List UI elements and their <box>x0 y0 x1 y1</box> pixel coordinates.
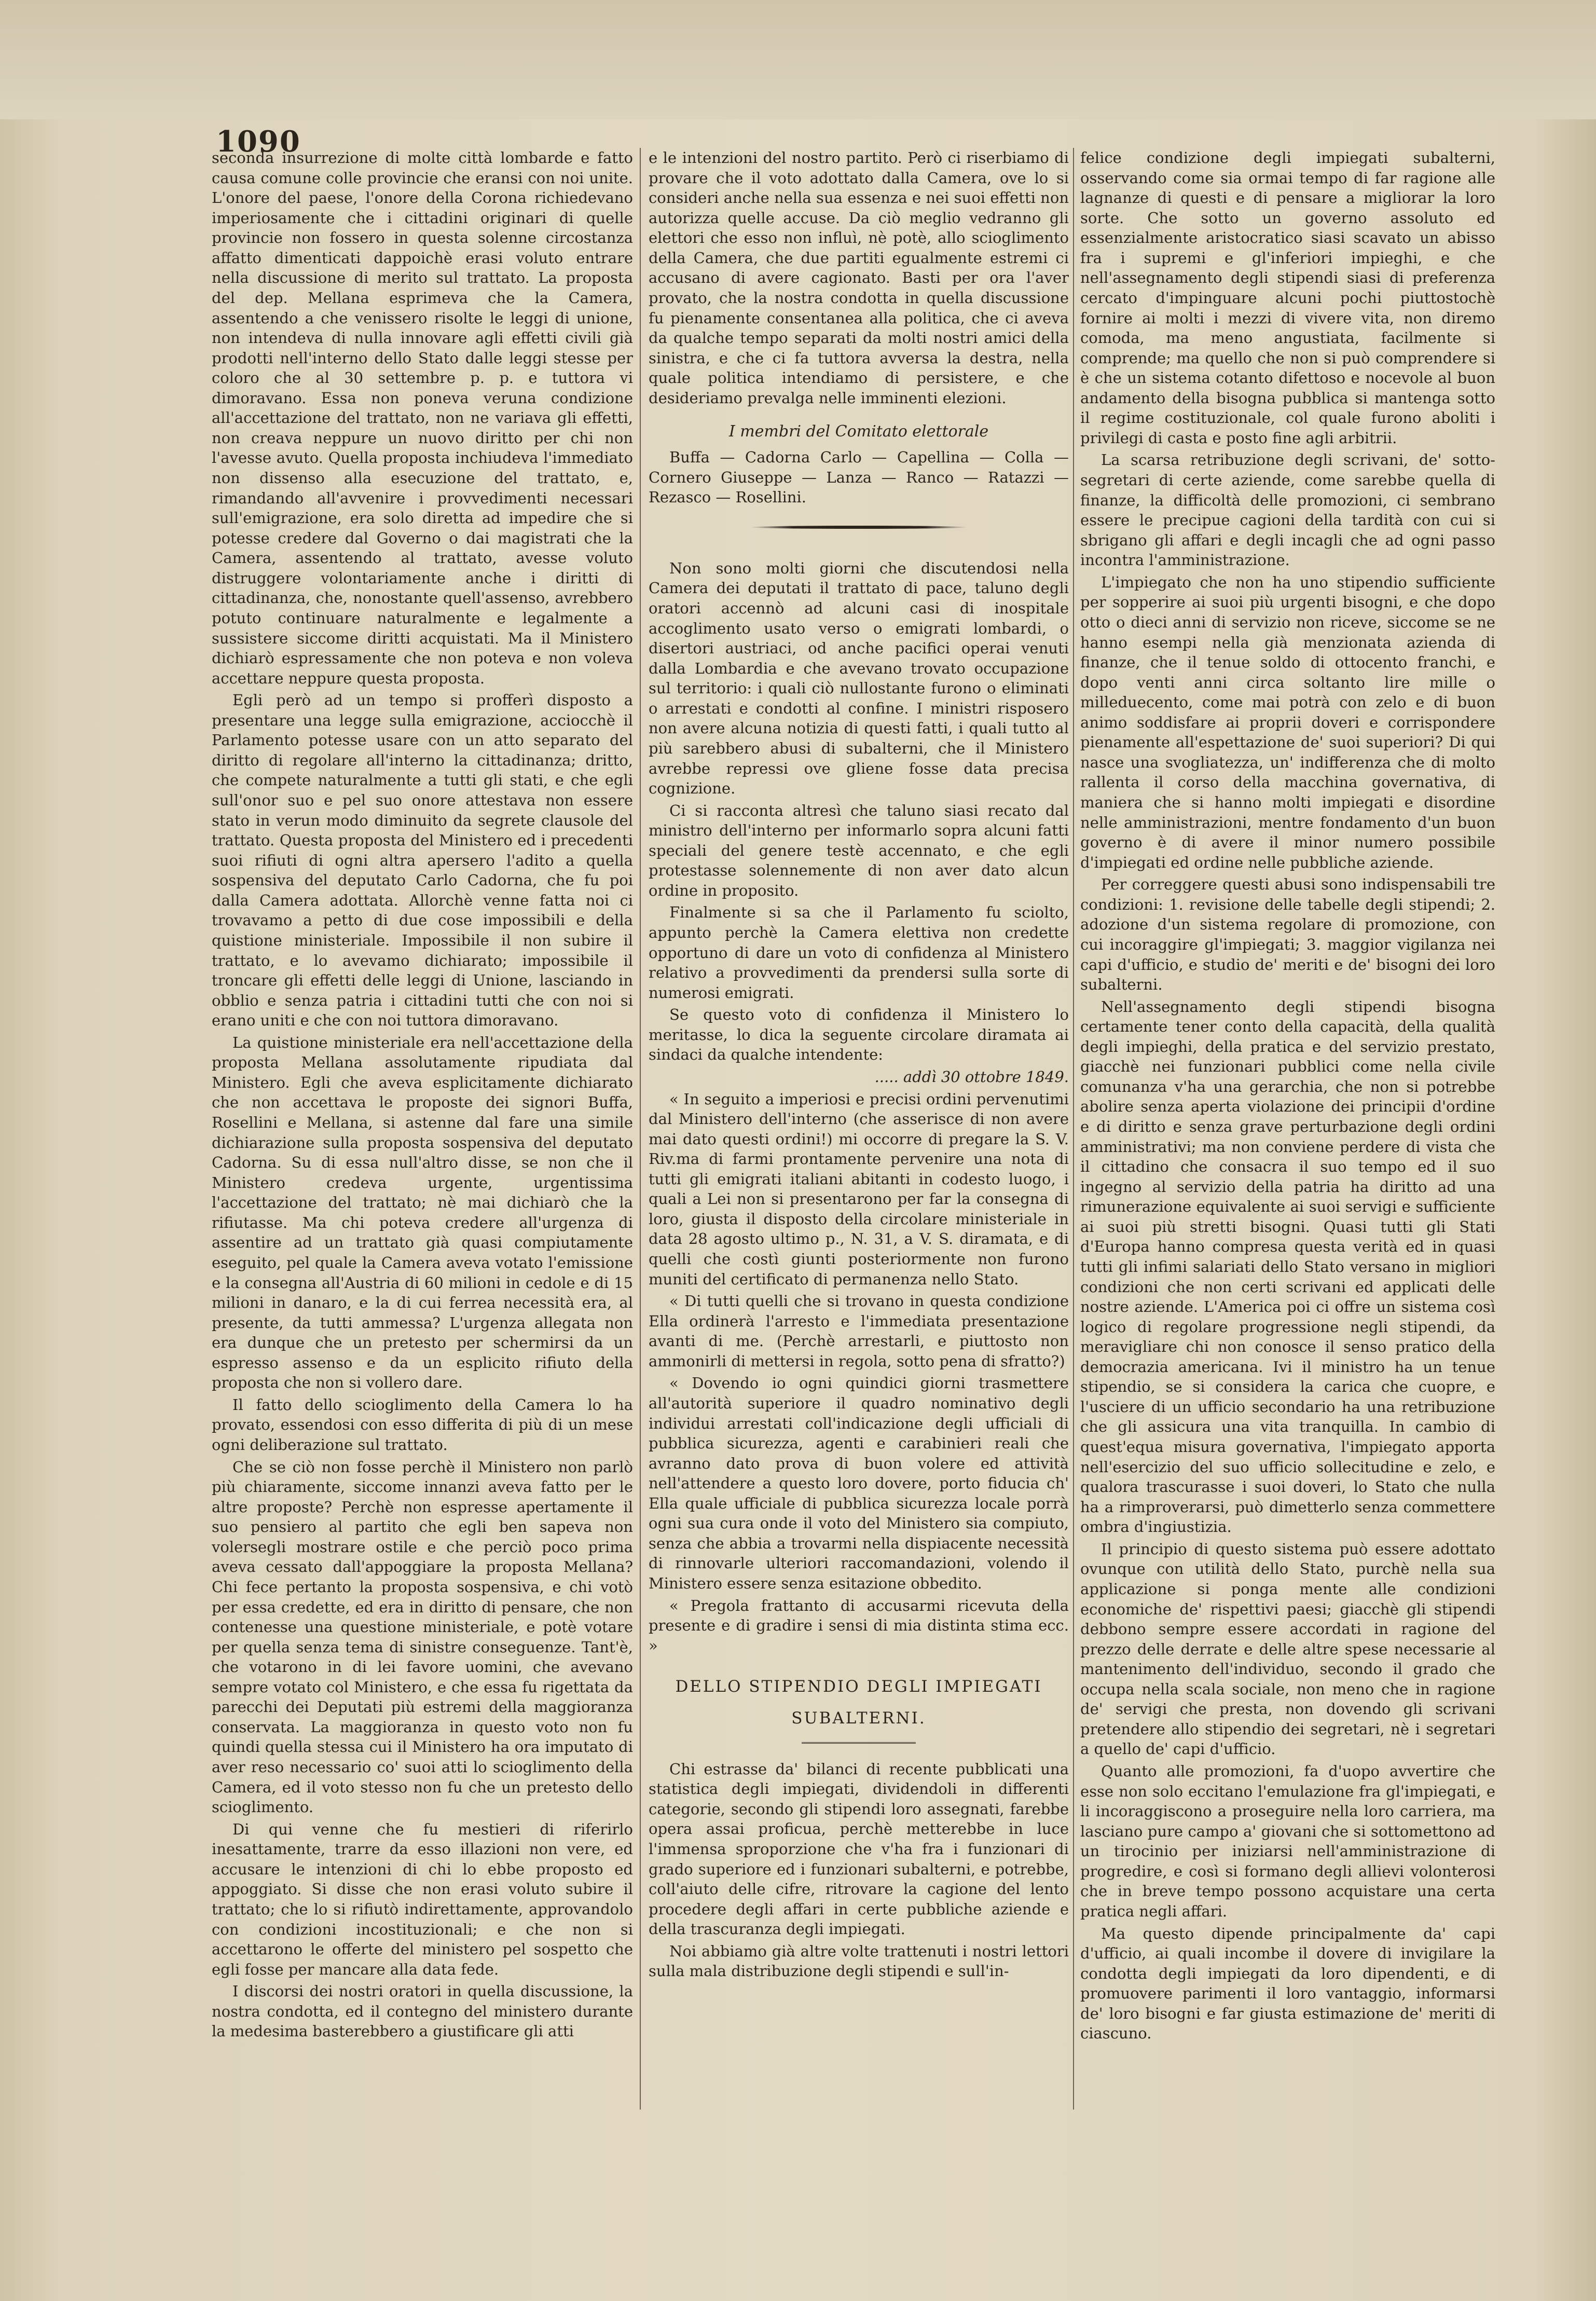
paragraph: La scarsa retribuzione degli scrivani, de' sotto-segretari di certe aziende, come sarebbe quella di finanze, la difficoltà delle promozioni, ci sembrano essere le precipue cagioni della tardità con cui si sbrigano gli affari e degli incagli che ad ogni passo incontra l'amministrazione. <box>1080 451 1495 569</box>
page-fold <box>0 0 1596 119</box>
ornamental-divider <box>649 517 1069 538</box>
circular-paragraph: « In seguito a imperiosi e precisi ordini pervenutimi dal Ministero dell'interno (che asserisce di non avere mai dato questi ordini!) mi occorre di pregare la S. V. Riv.ma di farmi prontamente pervenire una nota di tutti gli emigrati italiani abitanti in codesto luogo, i quali a Lei non si presentarono per far la consegna di loro, giusta il disposto della circolare ministeriale in data 28 agosto ultimo p., N. 31, a V. S. diramata, e di quelli che costì giunti posteriormente non furono muniti del certificato di permanenza nello Stato. <box>649 1090 1069 1288</box>
date-line: ..... addì 30 ottobre 1849. <box>874 1067 1069 1086</box>
paragraph: Egli però ad un tempo si profferì disposto a presentare una legge sulla emigrazione, acciocchè il Parlamento potesse usare con un atto separato del diritto di regolare all'interno la cittadinanza; dritto, che compete naturalmente a tutti gli stati, e che egli sull'onor suo e pel suo onore attestava non essere stato in verun modo diminuito da segrete clausole del trattato. Questa proposta del Ministero ed i precedenti suoi rifiuti di ogni altra apersero l'adito a quella sospensiva del deputato Carlo Cadorna, che fu poi dalla Camera adottata. Allorchè venne fatta noi ci trovavamo a petto di due cose impossibili e della quistione ministeriale. Impossibile il non subire il trattato, e lo avevamo dichiarato; impossibile il troncare gli effetti delle leggi di Unione, lasciando in obblio e senza patria i cittadini tutti che con noi si erano uniti e che con noi tuttora dimoravano. <box>212 691 633 1030</box>
paragraph: Ma questo dipende principalmente da' capi d'ufficio, ai quali incombe il dovere di invigilare la condotta degli impiegati da loro dipendenti, e di promuovere parimenti il loro vantaggio, informarsi de' loro bisogni e far giusta estimazione de' meriti di ciascuno. <box>1080 1924 1495 2043</box>
page-number: 1090 <box>216 125 301 159</box>
column-3 <box>1080 148 1495 2046</box>
paragraph: e le intenzioni del nostro partito. Però ci riserbiamo di provare che il voto adottato dalla Camera, ove lo si consideri anche nella sua essenza e nei suoi effetti non autorizza quelle accuse. Da ciò meglio vedranno gli elettori che esso non influì, nè potè, allo scioglimento della Camera, che due partiti egualmente estremi ci accusano di avere cagionato. Basti per ora l'aver provato, che la nostra condotta in quella discussione fu pienamente consentanea alla politica, che ci aveva da qualche tempo separati da molti nostri amici della sinistra, e che ci fa tuttora avversa la destra, nella quale politica intendiamo di persistere, e che desideriamo prevalga nelle imminenti elezioni. <box>649 149 1069 407</box>
paragraph: L'impiegato che non ha uno stipendio sufficiente per sopperire ai suoi più urgenti bisogni, e che dopo otto o dieci anni di servizio non riceve, siccome se ne hanno esempi nella già menzionata azienda di finanze, che il tenue soldo di ottocento franchi, e dopo venti anni circa soltanto lire mille o milleduecento, come mai potrà con zelo e di buon animo soddisfare ai proprii doveri e corrispondere pienamente all'espettazione de' suoi superiori? Di qui nasce una svogliatezza, un' indifferenza che di molto rallenta il corso della macchina governativa, di maniera che si hanno molti impiegati e disordine nelle amministrazioni, mentre fondamento d'un buon governo è di avere il minor numero possibile d'impiegati ed ordine nelle pubbliche aziende. <box>1080 573 1495 871</box>
column-rule-left <box>640 148 641 2110</box>
signature-title: I membri del Comitato elettorale <box>728 422 989 441</box>
paragraph: Se questo voto di confidenza il Ministero lo meritasse, lo dica la seguente circolare diramata ai sindaci da qualche intendente: <box>649 1006 1069 1064</box>
article-title: DELLO STIPENDIO DEGLI IMPIEGATI <box>675 1677 1042 1696</box>
paragraph: I discorsi dei nostri oratori in quella discussione, la nostra condotta, ed il contegno del ministero durante la medesima basterebbero a giustificare gli atti <box>212 1982 633 2040</box>
paragraph: Il principio di questo sistema può essere adottato ovunque con utilità dello Stato, purchè nella sua applicazione si ponga mente alle condizioni economiche de' rispettivi paesi; giacchè gli stipendi debbono sempre essere accordati in ragione del prezzo delle derrate e delle altre spese necessarie al mantenimento dell'individuo, secondo il grado che occupa nella scala sociale, non meno che in ragione de' servigi che presta, non dovendo gli scrivani pretendere allo stipendio dei segretari, nè i segretari a quello de' capi d'ufficio. <box>1080 1540 1495 1758</box>
paragraph: Noi abbiamo già altre volte trattenuti i nostri lettori sulla mala distribuzione degli stipendi e sull'in- <box>649 1942 1069 1980</box>
paragraph: Di qui venne che fu mestieri di riferirlo inesattamente, trarre da esso illazioni non vere, ed accusare le intenzioni di chi lo ebbe proposto ed appoggiato. Si disse che non erasi voluto subire il trattato; che lo si rifiutò indirettamente, approvandolo con condizioni incostituzionali; e che non si accettarono le offerte del ministero pel sospetto che egli fosse per mancare alla data fede. <box>212 1820 633 1978</box>
column-2 <box>649 148 1069 1983</box>
paragraph: Finalmente si sa che il Parlamento fu sciolto, appunto perchè la Camera elettiva non credette opportuno di dare un voto di confidenza al Ministero relativo a provvedimenti da prendersi sulla sorte di numerosi emigrati. <box>649 903 1069 1002</box>
paragraph: Il fatto dello scioglimento della Camera lo ha provato, essendosi con esso differita di più di un mese ogni deliberazione sul trattato. <box>212 1395 633 1454</box>
column-rule-right <box>1073 148 1074 2110</box>
paragraph: Nell'assegnamento degli stipendi bisogna certamente tener conto della capacità, della qualità degli impieghi, della pratica e del servizio prestato, giacchè nei funzionari pubblici come nella civile comunanza v'ha una gerarchia, che non si potrebbe abolire senza aperta violazione dei principii d'ordine e di diritto e senza grave perturbazione degli ordini amministrativi; ma non conviene perdere di vista che il cittadino che consacra il suo tempo ed il suo ingegno al servizio della patria ha diritto ad una rimunerazione equivalente ai suoi servigi e sufficiente ai suoi più stretti bisogni. Quasi tutti gli Stati d'Europa hanno compresa questa verità ed in quasi tutti gli infimi salariati dello Stato versano in migliori condizioni che non certi scrivani ed applicati delle nostre aziende. L'America poi ci offre un sistema così logico di regolare progressione negli stipendi, da meravigliare chi non conosce il senso pratico della democrazia americana. Ivi il ministro ha un tenue stipendio, se si considera la carica che cuopre, e l'usciere di un ufficio secondario ha una retribuzione che gli assicura una vita tranquilla. In cambio di quest'equa misura governativa, l'impiegato apporta nell'esercizio del suo ufficio sollecitudine e zelo, e qualora trascurasse i suoi doveri, lo Stato che nulla ha a rimproverarsi, può dimetterlo senza commettere ombra d'ingiustizia. <box>1080 997 1495 1536</box>
paragraph: La quistione ministeriale era nell'accettazione della proposta Mellana assolutamente ripudiata dal Ministero. Egli che aveva esplicitamente dichiarato che non accettava le proposte dei signori Buffa, Rosellini e Mellana, si astenne dal fare una simile dichiarazione sulla proposta sospensiva del deputato Cadorna. Su di essa null'altro disse, se non che il Ministero credeva urgente, urgentissima l'accettazione del trattato; nè mai dichiarò che la rifiutasse. Ma chi poteva credere all'urgenza di assentire ad un trattato già quasi compiutamente eseguito, pel quale la Camera aveva votato l'emissione e la consegna all'Austria di 60 milioni in cedole e di 15 milioni in danaro, e la di cui ferrea necessità era, al presente, da tutti ammessa? L'urgenza allegata non era dunque che un pretesto per schermirsi da un espresso assenso e da un esplicito rifiuto della proposta che non si vollero dare. <box>212 1033 633 1392</box>
paragraph: seconda insurrezione di molte città lombarde e fatto causa comune colle provincie che eransi con noi unite. L'onore del paese, l'onore della Corona richiedevano imperiosamente che i cittadini originari di quelle provincie non fossero in questa solenne circostanza affatto dimenticati dappoichè erasi voluto entrare nella discussione di merito sul trattato. La proposta del dep. Mellana esprimeva che la Camera, assentendo a che venissero risolte le leggi di unione, non intendeva di nulla innovare agli effetti civili già prodotti nell'interno dello Stato dalle leggi stesse per coloro che al 30 settembre p. p. e tuttora vi dimoravano. Essa non poneva veruna condizione all'accettazione del trattato, non ne variava gli effetti, non creava neppure un nuovo diritto per chi non l'avesse avuto. Quella proposta inchiudeva l'immediato non dissenso alla esecuzione del trattato, e, rimandando all'avvenire i provvedimenti necessari sull'emigrazione, era solo diretta ad impedire che si potesse credere dal Governo o dai magistrati che la Camera, assentendo al trattato, avesse voluto distruggere volontariamente anche i diritti di cittadinanza, che, nonostante quell'assenso, avrebbero potuto continuare naturalmente e legalmente a sussistere siccome diritti acquistati. Ma il Ministero dichiarò espressamente che non poteva e non voleva accettare neppure questa proposta. <box>212 149 633 687</box>
paragraph: Ci si racconta altresì che taluno siasi recato dal ministro dell'interno per informarlo sopra alcuni fatti speciali del genere testè accennato, e che egli protestasse solennemente di non aver dato alcun ordine in proposito. <box>649 801 1069 899</box>
paragraph: Che se ciò non fosse perchè il Ministero non parlò più chiaramente, siccome innanzi aveva fatto per le altre proposte? Perchè non espresse apertamente il suo pensiero al partito che egli ben sapeva non volersegli mostrare ostile e che perciò poco prima aveva cessato dall'appoggiare la proposta Mellana? Chi fece pertanto la proposta sospensiva, e chi votò per essa credette, ed era in diritto di pensare, che non contenesse una questione ministeriale, e potè votare per quella senza tema di sinistre conseguenze. Tant'è, che votarono in di lei favore uomini, che avevano sempre votato col Ministero, e che essa fu rigettata da parecchi dei Deputati più estremi della maggioranza conservata. La maggioranza in questo voto non fu quindi quella stessa cui il Ministero ha ora imputato di aver reso necessario co' suoi atti lo scioglimento della Camera, ed il voto stesso non fu che un pretesto dello scioglimento. <box>212 1458 633 1816</box>
paragraph: Quanto alle promozioni, fa d'uopo avvertire che esse non solo eccitano l'emulazione fra gl'impiegati, e li incoraggiscono a proseguire nella loro carriera, ma lasciano pure campo a' giovani che si sottomettono ad un tirocinio per iniziarsi nell'amministrazione di progredire, e così si formano degli allievi volonterosi che in breve tempo possono acquistare una certa pratica negli affari. <box>1080 1762 1495 1920</box>
paragraph: Chi estrasse da' bilanci di recente pubblicati una statistica degli impiegati, dividendoli in differenti categorie, secondo gli stipendi loro assegnati, farebbe opera assai proficua, perchè metterebbe in luce l'immensa sproporzione che v'ha fra i funzionari di grado superiore ed i funzionari subalterni, e potrebbe, coll'aiuto delle cifre, ritrovare la cagione del lento procedere degli affari in certe pubbliche aziende e della trascuranza degli impiegati. <box>649 1760 1069 1938</box>
article-subtitle: SUBALTERNI. <box>791 1709 926 1728</box>
circular-paragraph: « Pregola frattanto di accusarmi ricevuta della presente e di gradire i sensi di mia distinta stima ecc. » <box>649 1596 1069 1654</box>
signature-names: Buffa — Cadorna Carlo — Capellina — Colla — Cornero Giuseppe — Lanza — Ranco — Ratazzi — Rezasco — Rosellini. <box>649 448 1069 506</box>
circular-paragraph: « Dovendo io ogni quindici giorni trasmettere all'autorità superiore il quadro nominativo degli individui arrestati coll'indicazione degli ufficiali di pubblica sicurezza, agenti e carabinieri reali che avranno dato prova di buon volere ed attività nell'attendere a questo loro dovere, porto fiducia ch' Ella quale ufficiale di pubblica sicurezza locale porrà ogni sua cura onde il voto del Ministero sia compiuto, senza che abbia a trovarmi nella dispiacente necessità di rinnovarle ulteriori raccomandazioni, volendo il Ministero essere senza esitazione obbedito. <box>649 1374 1069 1593</box>
title-divider <box>802 1742 916 1744</box>
paragraph: felice condizione degli impiegati subalterni, osservando come sia ormai tempo di far ragione alle lagnanze di questi e di pensare a migliorar la loro sorte. Che sotto un governo assoluto ed essenzialmente aristocratico siasi scavato un abisso fra i supremi e gl'inferiori impieghi, e che nell'assegnamento degli stipendi siasi di preferenza cercato d'impinguare alcuni pochi piuttostochè fornire ai molti i mezzi di vivere vita, non diremo comoda, ma meno angustiata, facilmente si comprende; ma quello che non si può comprendere si è che un sistema cotanto difettoso e nocevole al buon andamento della bisogna pubblica si mantenga sotto il regime costituzionale, col quale furono aboliti i privilegi di casta e posto fine agli arbitrii. <box>1080 149 1495 447</box>
paragraph: Non sono molti giorni che discutendosi nella Camera dei deputati il trattato di pace, taluno degli oratori accennò ad alcuni casi di inospitale accoglimento usato verso o emigrati lombardi, o disertori austriaci, od anche pacifici operai venuti dalla Lombardia e che avevano trovato occupazione sul territorio: i quali ciò nullostante furono o eliminati o arrestati e condotti al confine. I ministri risposero non avere alcuna notizia di questi fatti, i quali tutto al più sarebbero abusi di subalterni, che il Ministero avrebbe repressi ove gliene fosse data precisa cognizione. <box>649 559 1069 798</box>
column-1 <box>212 148 633 2044</box>
circular-paragraph: « Di tutti quelli che si trovano in questa condizione Ella ordinerà l'arresto e l'immediata presentazione avanti di me. (Perchè arrestarli, e piuttosto non ammonirli di mettersi in regola, sotto pena di sfratto?) <box>649 1292 1069 1370</box>
paragraph: Per correggere questi abusi sono indispensabili tre condizioni: 1. revisione delle tabelle degli stipendi; 2. adozione d'un sistema regolare di promozione, con cui incoraggire gl'impiegati; 3. maggior vigilanza nei capi d'ufficio, e studio de' meriti e de' bisogni dei loro subalterni. <box>1080 875 1495 994</box>
